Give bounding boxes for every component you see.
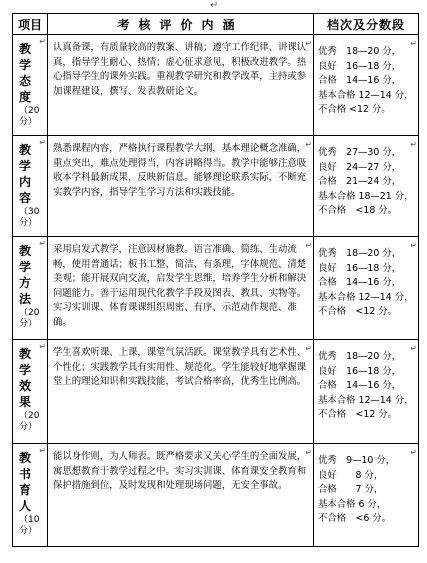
grade-cell bbox=[314, 444, 419, 547]
cell-mark-icon: ↵ bbox=[410, 344, 417, 353]
cell-mark-icon: ↵ bbox=[410, 448, 417, 457]
content-cell bbox=[48, 237, 314, 340]
grade-line: 基本合格 18—21 分， bbox=[318, 190, 414, 202]
grade-line: 不合格 <12 分。 bbox=[318, 306, 398, 317]
grade-line: 优秀 9—10 分， bbox=[318, 455, 396, 466]
grade-line: 不合格 <6 分。 bbox=[318, 513, 392, 524]
content-text: 认真备课，有质量较高的教案、讲稿；遵守工作纪律、讲课认真，指导学生耐心、热情；虚心征求意见，积极改进教学。热心指导学生的课外实践。重视教学研究和教学改革，主持或参加课程建设，撰写、发表教研论文。 bbox=[53, 42, 307, 97]
header-grade: 档次及分数段 bbox=[314, 14, 419, 35]
grade-line: 合格 14—16 分， bbox=[318, 75, 402, 86]
grade-line: 优秀 18—20 分， bbox=[318, 248, 402, 259]
item-title: 教学方法 bbox=[19, 244, 32, 306]
grade-line: 合格 14—16 分， bbox=[318, 380, 402, 391]
cell-mark-icon: ↵ bbox=[410, 241, 417, 250]
item-score: （20分） bbox=[19, 308, 40, 329]
item-score: （30分） bbox=[19, 207, 40, 228]
grade-line: 良好 24—27 分， bbox=[318, 161, 402, 173]
content-text: 学生喜欢听课、上课，课堂气氛活跃。课堂教学具有艺术性、个性化；实践教学具有实用性、规范化。学生能较好地掌握课堂上的理论知识和实践技能，考试合格率高，优秀生比例高。 bbox=[53, 347, 307, 387]
grade-line: 不合格 <12 分。 bbox=[318, 104, 391, 115]
item-cell bbox=[13, 35, 48, 136]
content-cell bbox=[48, 136, 314, 237]
cell-mark-icon: ↵ bbox=[410, 39, 417, 48]
grade-line: 优秀 18—20 分， bbox=[318, 46, 402, 57]
item-title: 教学态度 bbox=[19, 42, 32, 104]
grade-cell bbox=[314, 35, 419, 136]
content-cell bbox=[48, 35, 314, 136]
grade-line: 良好 16—18 分， bbox=[318, 365, 402, 377]
grade-cell bbox=[314, 340, 419, 444]
grade-line: 合格 14—16 分， bbox=[318, 277, 402, 288]
item-score: （20分） bbox=[19, 411, 40, 432]
cell-mark-icon: ↵ bbox=[305, 39, 312, 48]
grade-line: 基本合格 12—14 分， bbox=[318, 394, 414, 406]
table-row bbox=[13, 35, 419, 136]
item-title: 教学效果 bbox=[19, 347, 32, 409]
cell-mark-icon: ↵ bbox=[39, 446, 46, 455]
header-content: 考核评价内涵 bbox=[48, 14, 314, 35]
table-row bbox=[13, 136, 419, 237]
item-cell bbox=[13, 340, 48, 444]
item-score: （20分） bbox=[19, 106, 40, 127]
item-cell bbox=[13, 237, 48, 340]
item-cell bbox=[13, 136, 48, 237]
cell-mark-icon: ↵ bbox=[305, 344, 312, 353]
grade-line: 不合格 <12 分。 bbox=[318, 409, 398, 420]
item-title: 教学内容 bbox=[19, 143, 32, 205]
cell-mark-icon: ↵ bbox=[39, 239, 46, 248]
grade-line: 合格 21—24 分， bbox=[318, 176, 402, 187]
grade-line: 良好 16—18 分， bbox=[318, 262, 402, 274]
grade-line: 良好 16—18 分， bbox=[318, 60, 402, 72]
return-mark-icon: ↵ bbox=[210, 0, 219, 11]
grade-line: 合格 7 分， bbox=[318, 484, 384, 495]
table-row bbox=[13, 237, 419, 340]
cell-mark-icon: ↵ bbox=[305, 140, 312, 149]
grade-line: 基本合格 12—14 分， bbox=[318, 89, 414, 101]
grade-cell bbox=[314, 136, 419, 237]
content-cell bbox=[48, 444, 314, 547]
content-text: 能以身作则，为人师表。既严格要求又关心学生的全面发展，寓思想教育于教学过程之中。实习实训课、体育课安全教育和保护措施到位，及时发现和处理现场问题，无安全事故。 bbox=[53, 451, 307, 491]
cell-mark-icon: ↵ bbox=[305, 448, 312, 457]
grade-line: 优秀 18—20 分， bbox=[318, 351, 402, 362]
content-text: 采用启发式教学，注意因材施教。语言准确、简练、生动流畅，使用普通话；板书工整、简洁、有条理，字体规范、清楚美观；能开展双向交流，启发学生思维，培养学生分析和解决问题能力。善于运用现代化教学手段及图表、教具、实物等。实习实训课、体育课课组织周密、有序、示范动作规范、准确。 bbox=[53, 244, 307, 328]
item-cell bbox=[13, 444, 48, 547]
table-row bbox=[13, 340, 419, 444]
cell-mark-icon: ↵ bbox=[39, 342, 46, 351]
evaluation-table bbox=[12, 13, 419, 547]
content-text: 熟悉课程内容，严格执行课程教学大纲，基本理论概念准确，重点突出，难点处理得当，内容讲略得当。教学中能够注意吸收本学科最新成果，反映新信息。能够理论联系实际，不断充实教学内容，指导学生学习方法和实践技能。 bbox=[53, 143, 307, 198]
item-score: （10分） bbox=[19, 515, 40, 536]
item-title: 教书育人 bbox=[19, 451, 32, 513]
content-cell bbox=[48, 340, 314, 444]
grade-line: 不合格 <18 分。 bbox=[318, 205, 398, 216]
cell-mark-icon: ↵ bbox=[305, 241, 312, 250]
table-row bbox=[13, 444, 419, 547]
grade-line: 良好 8 分， bbox=[318, 469, 384, 481]
grade-line: 基本合格 12—14 分， bbox=[318, 291, 414, 303]
header-item: 项目 bbox=[13, 14, 48, 35]
cell-mark-icon: ↵ bbox=[39, 138, 46, 147]
cell-mark-icon: ↵ bbox=[39, 37, 46, 46]
grade-cell bbox=[314, 237, 419, 340]
grade-line: 优秀 27—30 分， bbox=[318, 147, 402, 158]
cell-mark-icon: ↵ bbox=[410, 140, 417, 149]
header-row bbox=[13, 14, 419, 35]
grade-line: 基本合格 6 分， bbox=[318, 498, 387, 510]
